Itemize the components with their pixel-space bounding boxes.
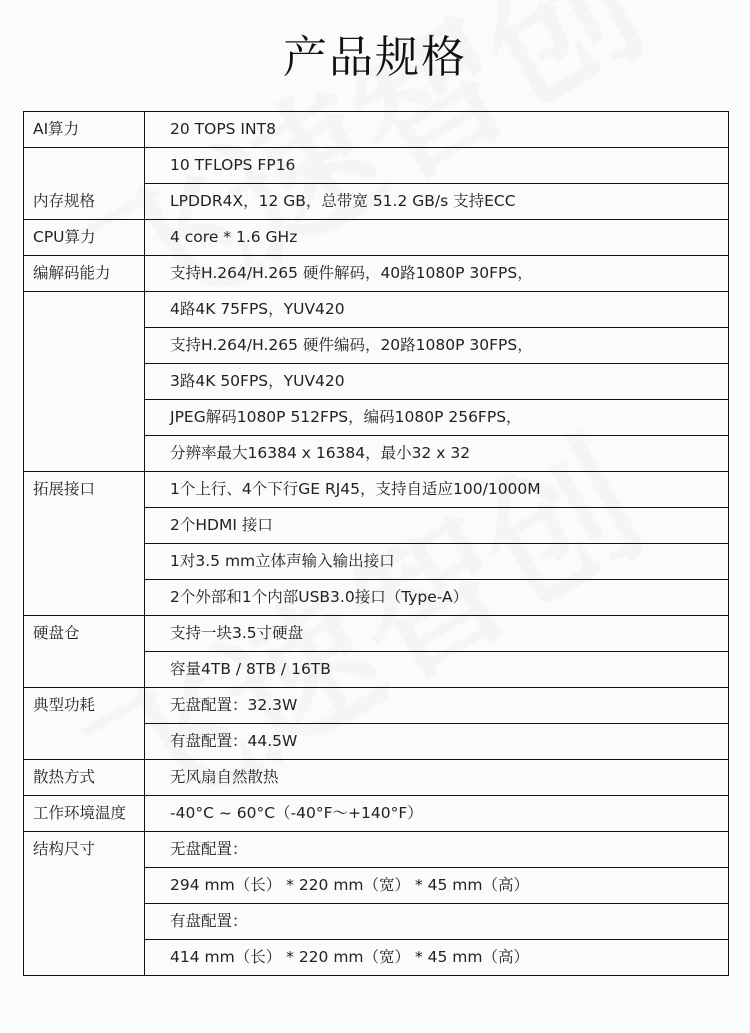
- spec-value: 无盘配置：32.3W: [145, 688, 729, 724]
- table-row: [24, 616, 729, 652]
- table-row: [24, 832, 729, 868]
- spec-value: 支持H.264/H.265 硬件解码，40路1080P 30FPS，: [145, 256, 729, 292]
- spec-value: 4路4K 75FPS，YUV420: [145, 292, 729, 328]
- spec-label: 编解码能力: [24, 256, 145, 292]
- spec-label: 工作环境温度: [24, 796, 145, 832]
- page-title: 产品规格: [283, 32, 467, 83]
- spec-label: AI算力: [24, 112, 145, 148]
- table-row: [24, 256, 729, 292]
- spec-value: 10 TFLOPS FP16: [145, 148, 729, 184]
- table-row: [24, 112, 729, 148]
- spec-table: [23, 111, 729, 976]
- spec-value: 容量4TB / 8TB / 16TB: [145, 652, 729, 688]
- spec-value: 有盘配置：: [145, 904, 729, 940]
- spec-label: 典型功耗: [24, 688, 145, 760]
- spec-value: 414 mm（长） * 220 mm（宽） * 45 mm（高）: [145, 940, 729, 976]
- spec-value: 294 mm（长） * 220 mm（宽） * 45 mm（高）: [145, 868, 729, 904]
- spec-value: 分辨率最大16384 x 16384，最小32 x 32: [145, 436, 729, 472]
- spec-label-empty: [24, 292, 145, 472]
- spec-value: 有盘配置：44.5W: [145, 724, 729, 760]
- spec-value: 支持H.264/H.265 硬件编码，20路1080P 30FPS，: [145, 328, 729, 364]
- table-row: [24, 292, 729, 328]
- table-row: [24, 220, 729, 256]
- spec-value: 2个HDMI 接口: [145, 508, 729, 544]
- spec-label: CPU算力: [24, 220, 145, 256]
- spec-value: 20 TOPS INT8: [145, 112, 729, 148]
- spec-label: 散热方式: [24, 760, 145, 796]
- spec-value: 无风扇自然散热: [145, 760, 729, 796]
- spec-label: 拓展接口: [24, 472, 145, 616]
- spec-value: 3路4K 50FPS，YUV420: [145, 364, 729, 400]
- spec-value: -40°C ~ 60°C（-40°F～+140°F）: [145, 796, 729, 832]
- spec-value: 4 core * 1.6 GHz: [145, 220, 729, 256]
- spec-value: LPDDR4X，12 GB，总带宽 51.2 GB/s 支持ECC: [145, 184, 729, 220]
- spec-value: 2个外部和1个内部USB3.0接口（Type-A）: [145, 580, 729, 616]
- spec-label: 内存规格: [24, 148, 145, 220]
- table-row: [24, 760, 729, 796]
- spec-value: 无盘配置：: [145, 832, 729, 868]
- table-row: [24, 472, 729, 508]
- table-row: [24, 688, 729, 724]
- table-row: [24, 148, 729, 184]
- spec-value: 1对3.5 mm立体声输入输出接口: [145, 544, 729, 580]
- spec-value: 支持一块3.5寸硬盘: [145, 616, 729, 652]
- spec-label: 硬盘仓: [24, 616, 145, 688]
- table-row: [24, 796, 729, 832]
- spec-label: 结构尺寸: [24, 832, 145, 976]
- spec-value: JPEG解码1080P 512FPS，编码1080P 256FPS，: [145, 400, 729, 436]
- spec-value: 1个上行、4个下行GE RJ45，支持自适应100/1000M: [145, 472, 729, 508]
